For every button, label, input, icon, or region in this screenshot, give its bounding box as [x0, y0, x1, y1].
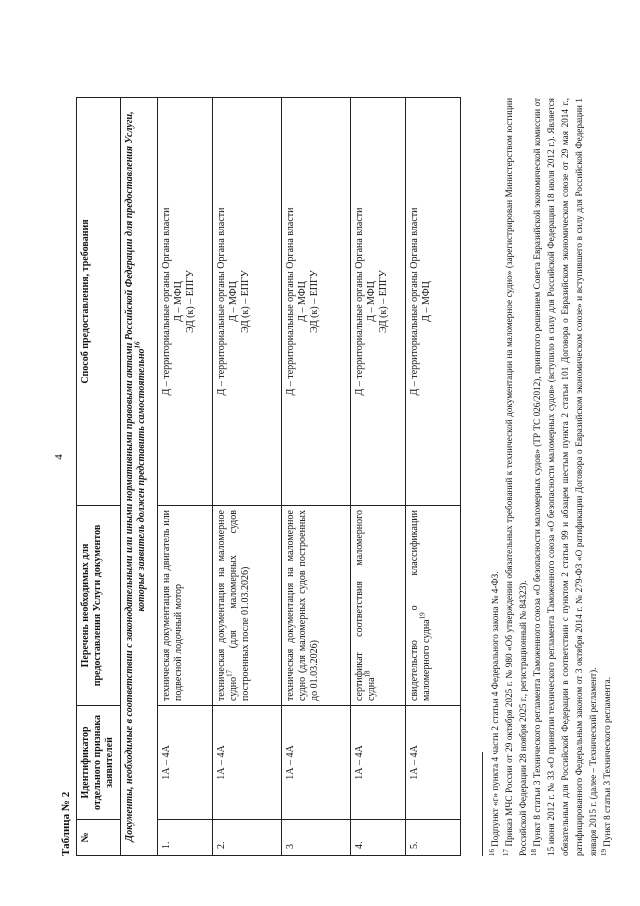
- document-footnote-ref: 17: [225, 669, 234, 677]
- table-header-row: [77, 98, 121, 856]
- method-line: Д – МФЦ: [297, 281, 308, 322]
- footnote: [530, 98, 600, 856]
- method-line: Д – территориальные органы Органа власти: [161, 207, 172, 396]
- row-applicant-category: 1А – 4А: [213, 706, 282, 820]
- method-line: Д – МФЦ: [173, 281, 184, 322]
- row-num: 3: [282, 820, 351, 856]
- method-line: ЭД (к) – ЕПГУ: [378, 270, 389, 333]
- footnote-text: Приказ МЧС России от 29 октября 2025 г. № 980 «Об утверждении обязательных требований к технической документации на маломерное судно» (зарегистрирован Министерством юстиции Российской Федерации 28 ноября 2025 г., регистрационный № 84323).: [504, 98, 528, 856]
- header-method: Способ предоставления, требования: [77, 98, 121, 506]
- method-line: Д – территориальные органы Органа власти: [409, 207, 420, 396]
- footnote-separator: [482, 752, 483, 856]
- row-applicant-category: 1А – 4А: [406, 706, 461, 820]
- document-text: сертификат соответствия маломерного судна: [354, 510, 377, 701]
- method-line: Д – территориальные органы Органа власти: [354, 207, 365, 396]
- row-applicant-category: 1А – 4А: [158, 706, 213, 820]
- row-num: 2.: [213, 820, 282, 856]
- document-text: свидетельство о классификации маломерного судна: [409, 510, 432, 701]
- footnote: [600, 98, 614, 856]
- footnote: [488, 98, 502, 856]
- document-text-suffix: (для маломерных судов построенных после 01.03.2026): [228, 510, 251, 701]
- row-method: [406, 98, 461, 506]
- table-title: Таблица № 2: [60, 791, 72, 856]
- page-number: 4: [53, 454, 65, 460]
- document-text: техническая документация на маломерное судно: [216, 510, 239, 701]
- method-line: Д – МФЦ: [228, 281, 239, 322]
- footnotes: [488, 98, 614, 856]
- footnote-text: Пункт 8 статьи 3 Технического регламента.: [602, 677, 612, 849]
- header-applicant-id: Идентификатор отдельного признака заявителей: [77, 706, 121, 820]
- header-num: №: [77, 820, 121, 856]
- method-line: Д – территориальные органы Органа власти: [285, 207, 296, 396]
- row-method: [158, 98, 213, 506]
- row-num: 5.: [406, 820, 461, 856]
- row-applicant-category: 1А – 4А: [351, 706, 406, 820]
- method-line: Д – МФЦ: [421, 281, 432, 322]
- footnote: [502, 98, 530, 856]
- row-method: [213, 98, 282, 506]
- row-applicant-category: 1А – 4А: [282, 706, 351, 820]
- document-text: техническая документация на двигатель или подвесной лодочный мотор: [161, 510, 184, 701]
- row-document: [158, 506, 213, 706]
- method-line: Д – территориальные органы Органа власти: [216, 207, 227, 396]
- section-footnote-ref: 16: [133, 341, 142, 349]
- method-line: ЭД (к) – ЕПГУ: [309, 270, 320, 333]
- header-documents: Перечень необходимых для предоставления Услуги документов: [77, 506, 121, 706]
- row-num: 1.: [158, 820, 213, 856]
- method-line: ЭД (к) – ЕПГУ: [240, 270, 251, 333]
- table-row: [282, 98, 351, 856]
- section-cell: [121, 98, 158, 856]
- row-method: [351, 98, 406, 506]
- method-line: ЭД (к) – ЕПГУ: [185, 270, 196, 333]
- section-text: Документы, необходимые в соответствии с законодательными или иными нормативными правовыми актами Российской Федерации для предоставления Услуги, которые заявитель должен представить самостоятельно: [124, 111, 147, 842]
- document-footnote-ref: 18: [363, 670, 372, 678]
- document-footnote-ref: 19: [418, 612, 427, 620]
- footnote-text: Подпункт «г» пункта 4 части 2 статьи 4 Федерального закона № 4-ФЗ.: [490, 571, 500, 849]
- table-row: [406, 98, 461, 856]
- rotated-page-content: [60, 98, 621, 856]
- footnote-number: 18: [529, 849, 538, 856]
- row-num: 4.: [351, 820, 406, 856]
- table-row: [213, 98, 282, 856]
- row-document: [213, 506, 282, 706]
- section-row: [121, 98, 158, 856]
- row-document: [351, 506, 406, 706]
- document-text: техническая документация на маломерное судно (для маломерных судов построенных до 01.03.2026): [285, 510, 320, 701]
- method-line: Д – МФЦ: [366, 281, 377, 322]
- row-method: [282, 98, 351, 506]
- row-document: [406, 506, 461, 706]
- footnote-text: Пункт 8 статьи 3 Технического регламента Таможенного союза «О безопасности маломерных судов» (ТР ТС 026/2012), принятого решением Совета Евразийской экономической комиссии от 15 июня 2012 г. № 33 «О принятии технического регламента Таможенного союза «О безопасности маломерных судов» (вступило в силу для Российской Федерации 18 июля 2012 г.). Является обязательным для Российской Федерации в соответствии с пунктом 2 статьи 99 и абзацем шестым пункта 2 статьи 101 Договора о Евразийском экономическом союзе от 29 мая 2014 г., ратифицированного Федеральным законом от 3 октября 2014 г. № 279-ФЗ «О ратификации Договора о Евразийском экономическом союзе» и вступившего в силу для Российской Федерации 1 января 2015 г. (далее – Технический регламент).: [532, 98, 598, 856]
- footnote-number: 16: [487, 849, 496, 856]
- table-row: [158, 98, 213, 856]
- table-row: [351, 98, 406, 856]
- row-document: [282, 506, 351, 706]
- footnote-number: 19: [599, 849, 608, 856]
- documents-table: [76, 97, 461, 856]
- footnote-number: 17: [501, 849, 510, 856]
